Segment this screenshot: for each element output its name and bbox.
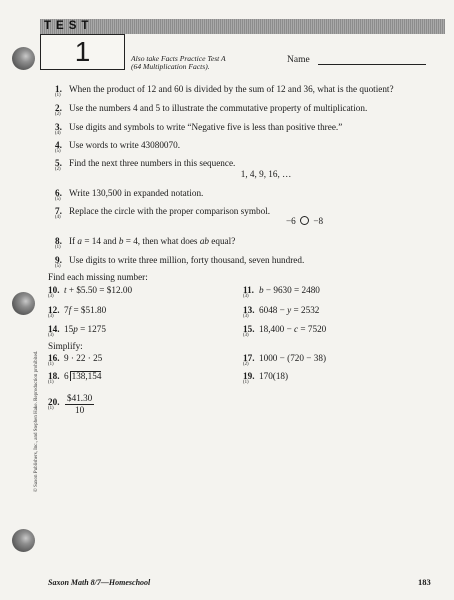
text-part: If (69, 236, 78, 246)
book-title: Saxon Math 8/7—Homeschool (48, 578, 151, 587)
lesson-ref: (3) (48, 294, 54, 299)
lesson-ref: (5) (55, 149, 61, 154)
problem-number: 18. (48, 371, 60, 381)
page-number: 183 (418, 577, 431, 587)
header-bar (40, 19, 445, 34)
problem-number: 7. (55, 206, 62, 216)
expression: 170(18) (259, 371, 289, 381)
comparison-expression (286, 216, 323, 227)
long-division (64, 371, 101, 382)
facts-note-line1: Also take Facts Practice Test A (131, 54, 226, 63)
problem-text: Use words to write 43080070. (69, 140, 181, 150)
variable: b (118, 236, 124, 246)
problem-number: 2. (55, 103, 62, 113)
text-part: = 14 and (82, 236, 119, 246)
lesson-ref: (3) (243, 314, 249, 319)
binder-hole-middle (12, 292, 35, 315)
equation-pre: 7 (64, 305, 69, 315)
binder-hole-top (12, 47, 35, 70)
problem-number: 1. (55, 84, 62, 94)
lesson-ref: (5) (55, 197, 61, 202)
problem-number: 13. (243, 305, 255, 315)
lesson-ref: (3) (48, 333, 54, 338)
binder-hole-bottom (12, 529, 35, 552)
equation-pre: 6048 − (259, 305, 288, 315)
problem-text: Replace the circle with the proper comparison symbol. (69, 206, 271, 216)
equation (259, 285, 320, 296)
lesson-ref: (1) (48, 406, 54, 411)
divisor: 6 (64, 371, 69, 381)
variable: t (64, 285, 67, 295)
lesson-ref: (3) (243, 294, 249, 299)
variable: y (287, 305, 292, 315)
equation-rest: = $51.80 (71, 305, 107, 315)
variable: p (73, 324, 78, 334)
expression: 1000 − (720 − 38) (259, 353, 327, 363)
name-label: Name (287, 55, 310, 65)
problem-number: 12. (48, 305, 60, 315)
equation (64, 305, 106, 316)
lesson-ref: (2) (55, 167, 61, 172)
simplify-heading: Simplify: (48, 341, 83, 351)
lesson-ref: (1) (55, 93, 61, 98)
problem-number: 4. (55, 140, 62, 150)
lesson-ref: (3) (243, 333, 249, 338)
problem-text: When the product of 12 and 60 is divided by the sum of 12 and 36, what is the quotient? (69, 84, 394, 94)
facts-practice-note (131, 55, 226, 72)
problem-text (69, 236, 235, 247)
equation (64, 324, 106, 335)
dividend: 138,154 (71, 371, 102, 381)
lesson-ref: (1) (243, 380, 249, 385)
variable: a (77, 236, 83, 246)
comparison-right: −8 (313, 216, 324, 226)
equation-rest: = 1275 (77, 324, 106, 334)
variable: ab (199, 236, 209, 246)
problem-text: Write 130,500 in expanded notation. (69, 188, 204, 198)
lesson-ref: (3) (48, 314, 54, 319)
test-number-box: 1 (40, 34, 125, 70)
lesson-ref: (4) (55, 131, 61, 136)
problem-text: Use digits to write three million, forty thousand, seven hundred. (69, 255, 305, 265)
lesson-ref: (4) (55, 215, 61, 220)
lesson-ref: (2) (243, 362, 249, 367)
variable: b (259, 285, 264, 295)
equation-rest: = 2532 (291, 305, 320, 315)
equation (259, 324, 326, 335)
comparison-left: −6 (286, 216, 296, 226)
comparison-circle-blank[interactable] (300, 216, 309, 225)
equation (64, 285, 132, 296)
name-line[interactable] (318, 64, 426, 65)
lesson-ref: (1) (48, 362, 54, 367)
text-part: equal? (209, 236, 236, 246)
problem-number: 5. (55, 158, 62, 168)
facts-note-line2: (64 Multiplication Facts). (131, 62, 210, 72)
equation-rest: − 9630 = 2480 (263, 285, 320, 295)
problem-number: 19. (243, 371, 255, 381)
equation (259, 305, 319, 316)
problem-number: 8. (55, 236, 62, 246)
problem-number: 17. (243, 353, 255, 363)
test-heading: TEST (44, 20, 94, 32)
numerator: $41.30 (67, 393, 93, 403)
denominator: 10 (75, 404, 85, 415)
problem-number: 20. (48, 397, 60, 407)
expression: 9 · 22 · 25 (64, 353, 103, 363)
problem-text: Find the next three numbers in this sequence. (69, 158, 236, 168)
equation-rest: + $5.50 = $12.00 (66, 285, 133, 295)
lesson-ref: (5) (55, 264, 61, 269)
missing-number-heading: Find each missing number: (48, 272, 148, 282)
variable: f (68, 305, 72, 315)
problem-number: 11. (243, 285, 254, 295)
copyright-notice: © Saxon Publishers, Inc., and Stephen Hake. Reproduction prohibited. (34, 350, 39, 492)
problem-text: Use the numbers 4 and 5 to illustrate the commutative property of multiplication. (69, 103, 368, 113)
problem-number: 3. (55, 122, 62, 132)
lesson-ref: (1) (48, 380, 54, 385)
lesson-ref: (1) (55, 245, 61, 250)
fraction (65, 393, 94, 415)
problem-number: 6. (55, 188, 62, 198)
problem-number: 16. (48, 353, 60, 363)
equation-pre: 18,400 − (259, 324, 295, 334)
problem-number: 15. (243, 324, 255, 334)
lesson-ref: (2) (55, 112, 61, 117)
variable: c (294, 324, 299, 334)
problem-text: Use digits and symbols to write “Negative five is less than positive three.” (69, 122, 343, 132)
sequence-numbers: 1, 4, 9, 16, … (240, 169, 292, 179)
problem-number: 10. (48, 285, 60, 295)
equation-rest: = 7520 (298, 324, 327, 334)
text-part: = 4, then what does (123, 236, 200, 246)
problem-number: 14. (48, 324, 60, 334)
equation-pre: 15 (64, 324, 74, 334)
problem-number: 9. (55, 255, 62, 265)
